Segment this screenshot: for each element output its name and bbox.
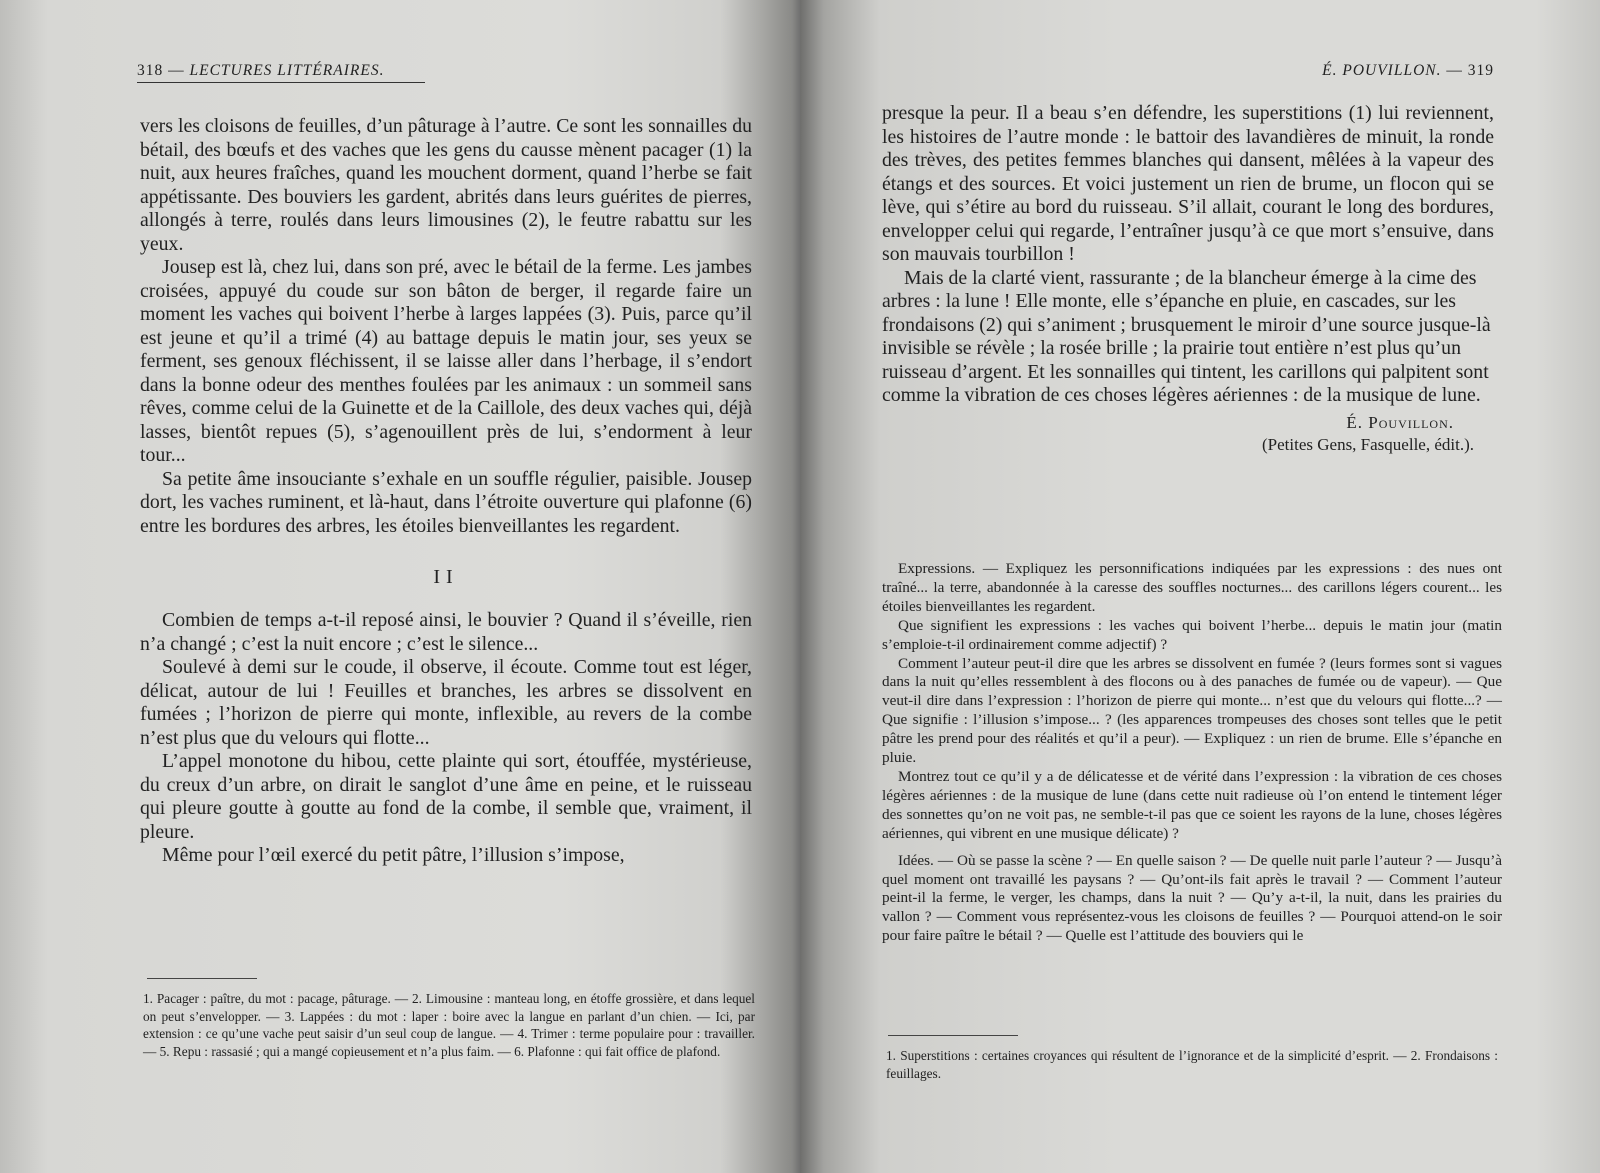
exercise-paragraph: Expressions. — Expliquez les personnifications indiquées par les expressions : des nues ont traîné... la terre, abandonnée à la caresse des souffles nocturnes... des carillons légers courent... les étoiles bienveillantes les regardent. [882,560,1502,615]
left-body-text [140,115,752,868]
header-dash: — [1441,62,1468,79]
exercise-paragraph: Que signifient les expressions : les vaches qui boivent l’herbe... depuis le matin jour (matin s’emploie-t-il ordinairement comme adjectif) ? [882,616,1502,653]
paragraph: Mais de la clarté vient, rassurante ; de la blancheur émerge à la cime des arbres : la lune ! Elle monte, elle s’épanche en pluie, en cascades, sur les frondaisons (2) qui s’animent ; brusquement le miroir d’une source jusque-là invisible se révèle ; la rosée brille ; la prairie tout entière n’est plus qu’un ruisseau d’argent. Et les sonnailles qui tintent, les carillons qui palpitent sont comme la vibration de ces choses légères aériennes : de la musique de lune. [882,266,1491,406]
running-title: É. POUVILLON. [1322,62,1442,79]
footnotes-left: 1. Pacager : paître, du mot : pacage, pâturage. — 2. Limousine : manteau long, en étoffe grossière, et dans lequel on peut s’envelopper. — 3. Lappées : du mot : laper : boire avec la langue en parlant d’un chien. — Ici, par extension : ce qu’une vache peut saisir d’un seul coup de langue. — 4. Trimer : terme populaire pour : travailler. — 5. Repu : rassasié ; qui a mangé copieusement et n’a plus faim. — 6. Plafonne : qui fait office de plafond. [143,991,755,1059]
footnote-rule [147,978,257,979]
page-number: 318 [137,62,164,79]
exercise-paragraph: Comment l’auteur peut-il dire que les arbres se dissolvent en fumée ? (leurs formes sont si vagues dans la nuit qu’elles ressemblent à des flocons ou à des panaches de fumée ou de vapeur). — Que veut-il dire dans l’expression : l’horizon de pierre qui monte... n’est que du velours qui flotte...? — Que signifie : l’illusion s’impose... ? (les apparences trompeuses des choses sont telles que le petit pâtre les prend pour des réalités et qu’il a peur). — Expliquez : un rien de brume. Elle s’épanche en pluie. [882,654,1502,767]
paragraph: Jousep est là, chez lui, dans son pré, avec le bétail de la ferme. Les jambes croisées, appuyé du coude sur son bâton de berger, il regarde faire un moment les vaches qui boivent l’herbe à larges lappées (3). Puis, parce qu’il est jeune et qu’il a trimé (4) au battage depuis le matin jour, ses yeux se ferment, ses genoux fléchissent, il se laisse aller dans l’herbage, il s’endort dans la bonne odeur des menthes foulées par les animaux : un sommeil sans rêves, comme celui de la Guinette et de la Caillole, des deux vaches qui, déjà lasses, bientôt repues (5), s’agenouillent près de lui, s’endorment à leur tour... [140,256,752,466]
paragraph: Même pour l’œil exercé du petit pâtre, l’illusion s’impose, [162,844,625,866]
running-header-right [1322,62,1494,80]
right-page [800,0,1600,1173]
exercise-paragraph: Idées. — Où se passe la scène ? — En quelle saison ? — De quelle nuit parle l’auteur ? — Jusqu’à quel moment ont travaillé les paysans ? — Qu’ont-ils fait après le travail ? — Comment l’auteur peint-il la ferme, le verger, les champs, dans la nuit ? — Qu’y a-t-il, la nuit, dans les prairies du vallon ? — Comment vous représentez-vous les cloisons de feuilles ? — Pourquoi attend-on le soir pour faire paître le bétail ? — Quelle est l’attitude des bouviers qui le [882,851,1502,945]
paragraph: L’appel monotone du hibou, cette plainte qui sort, étouffée, mystérieuse, du creux d’un arbre, on dirait le sanglot d’une âme en peine, et le ruisseau qui pleure goutte à goutte au fond de la combe, il semble que, vraiment, il pleure. [140,750,752,843]
page-number: 319 [1467,62,1494,79]
exercises [882,560,1502,946]
exercise-paragraph: Montrez tout ce qu’il y a de délicatesse et de vérité dans l’expression : la vibration de ces choses légères aériennes : de la musique de lune (dans cette nuit radieuse où l’on entend le tintement léger des sonnettes qu’on ne voit pas, ne semble-t-il pas que ce soient les rayons de la lune, choses légères aériennes, qui vibrent en une musique délicate) ? [882,767,1502,842]
header-dash: — [163,62,190,79]
footnotes-right: 1. Superstitions : certaines croyances qui résultent de l’ignorance et de la simplicité d’esprit. — 2. Frondaisons : feuillages. [886,1048,1498,1081]
running-title: LECTURES LITTÉRAIRES. [189,62,385,79]
paragraph: vers les cloisons de feuilles, d’un pâturage à l’autre. Ce sont les sonnailles du bétail, des bœufs et des vaches que les gens du causse mènent pacager (1) la nuit, aux heures fraîches, quand les mouchent dorment, quand l’herbe se fait appétissante. Des bouviers les gardent, abrités dans leurs guérites de pierres, allongés à terre, roulés dans leurs limousines (2), le feutre rabattu sur les yeux. [140,115,752,255]
section-heading: II [433,566,459,588]
right-body-text [882,102,1494,456]
author-signature: É. Pouvillon. [1346,412,1454,432]
running-header-left [137,62,425,83]
paragraph: Sa petite âme insouciante s’exhale en un souffle régulier, paisible. Jousep dort, les vaches ruminent, et là-haut, dans l’étroite ouverture qui plafonne (6) entre les bordures des arbres, les étoiles bienveillantes les regardent. [140,467,752,537]
paragraph: Soulevé à demi sur le coude, il observe, il écoute. Comme tout est léger, délicat, autour de lui ! Feuilles et branches, les arbres se dissolvent en fumées ; l’horizon de pierre qui monte, inflexible, au revers de la combe n’est plus que du velours qui flotte... [140,656,752,749]
paragraph: Combien de temps a-t-il reposé ainsi, le bouvier ? Quand il s’éveille, rien n’a changé ; c’est la nuit encore ; c’est le silence... [140,609,752,655]
footnote-rule [888,1035,1018,1036]
paragraph: presque la peur. Il a beau s’en défendre, les superstitions (1) lui reviennent, les histoires de l’autre monde : le battoir des lavandières de minuit, la ronde des trèves, des petites femmes blanches qui dansent, mêlées à la vapeur des étangs et des sources. Et voici justement un rien de brume, un flocon qui se lève, qui s’étire au bord du ruisseau. S’il allait, courant le long des bordures, envelopper celui qui regarde, l’entraîner jusqu’à ce que mort s’ensuive, dans son mauvais tourbillon ! [882,102,1494,265]
source-citation: (Petites Gens, Fasquelle, édit.). [1262,434,1474,454]
